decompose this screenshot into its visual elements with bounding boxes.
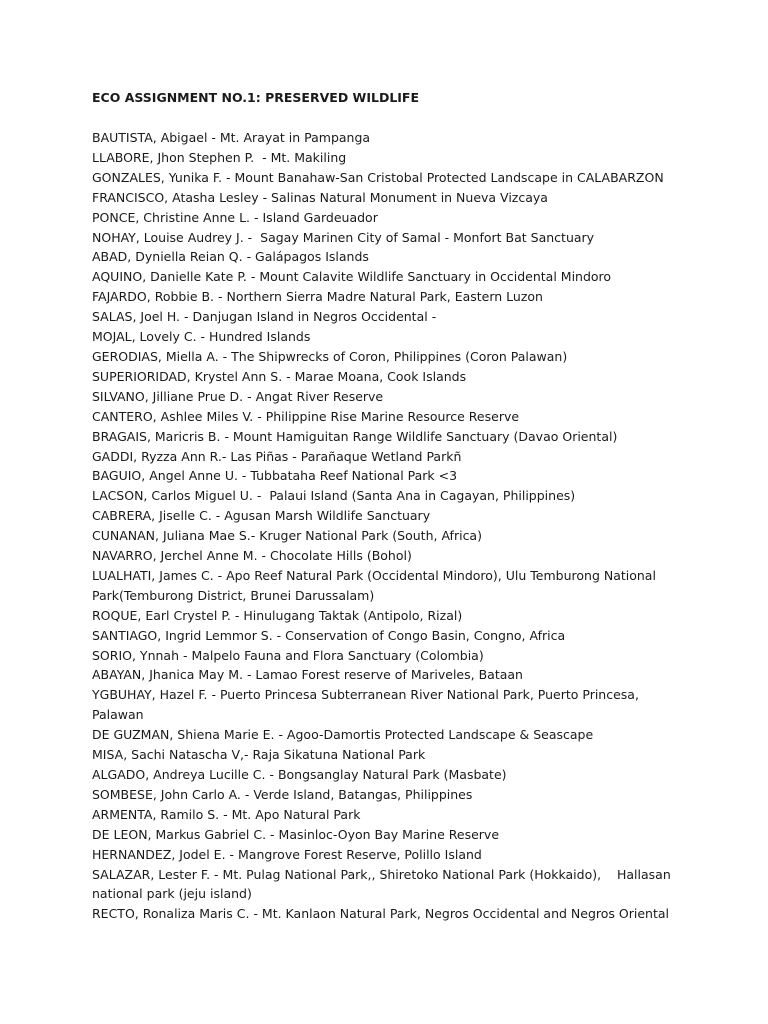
list-item: ALGADO, Andreya Lucille C. - Bongsanglay Natural Park (Masbate) xyxy=(92,767,507,782)
assignment-list xyxy=(92,128,692,924)
list-item: LLABORE, Jhon Stephen P. - Mt. Makiling xyxy=(92,149,347,165)
list-item: YGBUHAY, Hazel F. - Puerto Princesa Subterranean River National Park, Puerto Princesa, Palawan xyxy=(92,687,643,723)
list-item: GERODIAS, Miella A. - The Shipwrecks of Coron, Philippines (Coron Palawan) xyxy=(92,348,568,364)
list-item: CANTERO, Ashlee Miles V. - Philippine Rise Marine Resource Reserve xyxy=(92,408,520,424)
list-item: DE GUZMAN, Shiena Marie E. - Agoo-Damortis Protected Landscape & Seascape xyxy=(92,727,594,743)
list-item: PONCE, Christine Anne L. - Island Gardeuador xyxy=(92,209,378,225)
list-item: SILVANO, Jilliane Prue D. - Angat River Reserve xyxy=(92,388,384,404)
list-item: BRAGAIS, Maricris B. - Mount Hamiguitan Range Wildlife Sanctuary (Davao Oriental) xyxy=(92,428,618,444)
list-item: GONZALES, Yunika F. - Mount Banahaw-San Cristobal Protected Landscape in CALABARZON xyxy=(92,169,664,185)
document-title: ECO ASSIGNMENT NO.1: PRESERVED WILDLIFE xyxy=(92,90,420,105)
list-item: NOHAY, Louise Audrey J. - Sagay Marinen City of Samal - Monfort Bat Sanctuary xyxy=(92,229,595,245)
list-item: SALAZAR, Lester F. - Mt. Pulag National Park,, Shiretoko National Park (Hokkaido), Hallasan national park (jeju island) xyxy=(92,866,675,902)
list-item: SALAS, Joel H. - Danjugan Island in Negros Occidental - xyxy=(92,309,437,325)
list-item: FRANCISCO, Atasha Lesley - Salinas Natural Monument in Nueva Vizcaya xyxy=(92,189,548,205)
list-item: DE LEON, Markus Gabriel C. - Masinloc-Oyon Bay Marine Reserve xyxy=(92,826,500,842)
document-page xyxy=(92,88,692,924)
list-item: SORIO, Ynnah - Malpelo Fauna and Flora Sanctuary (Colombia) xyxy=(92,647,484,663)
list-item: SUPERIORIDAD, Krystel Ann S. - Marae Moana, Cook Islands xyxy=(92,368,467,384)
list-item: MISA, Sachi Natascha V,- Raja Sikatuna National Park xyxy=(92,747,426,763)
list-item: NAVARRO, Jerchel Anne M. - Chocolate Hills (Bohol) xyxy=(92,548,412,564)
list-item: SANTIAGO, Ingrid Lemmor S. - Conservation of Congo Basin, Congno, Africa xyxy=(92,627,566,643)
list-item: LACSON, Carlos Miguel U. - Palaui Island (Santa Ana in Cagayan, Philippines) xyxy=(92,488,576,504)
list-item: AQUINO, Danielle Kate P. - Mount Calavite Wildlife Sanctuary in Occidental Mindoro xyxy=(92,269,612,285)
list-item: MOJAL, Lovely C. - Hundred Islands xyxy=(92,329,311,345)
list-item: SOMBESE, John Carlo A. - Verde Island, Batangas, Philippines xyxy=(92,786,473,802)
list-item: HERNANDEZ, Jodel E. - Mangrove Forest Reserve, Polillo Island xyxy=(92,846,482,862)
list-item: ABAD, Dyniella Reian Q. - Galápagos Islands xyxy=(92,249,369,265)
list-item: CUNANAN, Juliana Mae S.- Kruger National Park (South, Africa) xyxy=(92,528,482,544)
list-item: ARMENTA, Ramilo S. - Mt. Apo Natural Park xyxy=(92,806,361,822)
list-item: ABAYAN, Jhanica May M. - Lamao Forest reserve of Mariveles, Bataan xyxy=(92,667,523,683)
list-item: GADDI, Ryzza Ann R.- Las Piñas - Parañaque Wetland Parkñ xyxy=(92,448,462,464)
list-item: BAUTISTA, Abigael - Mt. Arayat in Pampanga xyxy=(92,130,371,145)
list-item: FAJARDO, Robbie B. - Northern Sierra Madre Natural Park, Eastern Luzon xyxy=(92,289,543,305)
list-item: CABRERA, Jiselle C. - Agusan Marsh Wildlife Sanctuary xyxy=(92,508,431,524)
list-item: RECTO, Ronaliza Maris C. - Mt. Kanlaon Natural Park, Negros Occidental and Negros Oriental xyxy=(92,906,669,922)
list-item: ROQUE, Earl Crystel P. - Hinulugang Taktak (Antipolo, Rizal) xyxy=(92,607,463,623)
list-item: BAGUIO, Angel Anne U. - Tubbataha Reef National Park <3 xyxy=(92,468,458,484)
list-item: LUALHATI, James C. - Apo Reef Natural Park (Occidental Mindoro), Ulu Temburong National Park(Temburong District, Brunei Darussalam) xyxy=(92,567,660,603)
